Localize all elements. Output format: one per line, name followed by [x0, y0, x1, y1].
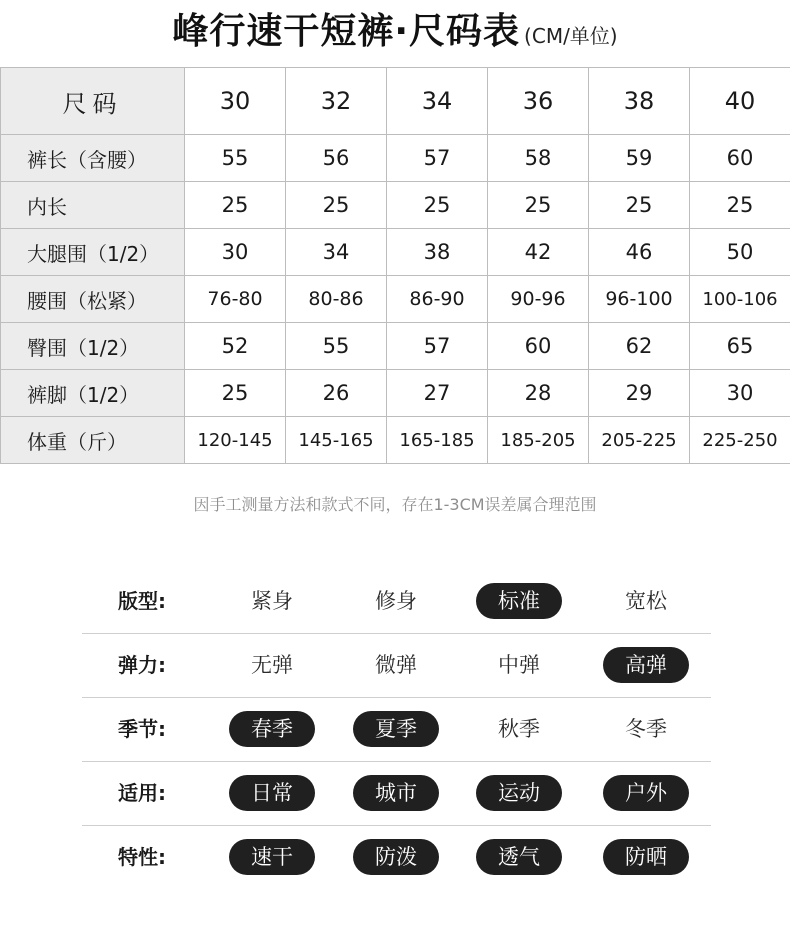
title-bar [0, 6, 790, 54]
size-header-cell: 34 [387, 68, 488, 135]
table-cell: 25 [185, 182, 286, 229]
table-row [1, 323, 790, 370]
feature-label: 特性: [118, 845, 166, 869]
table-cell: 65 [690, 323, 790, 370]
table-cell: 90-96 [488, 276, 589, 323]
feature-panel [82, 570, 711, 889]
feature-option: 冬季 [625, 717, 667, 741]
table-cell: 28 [488, 370, 589, 417]
table-cell: 46 [589, 229, 690, 276]
size-header-cell: 40 [690, 68, 790, 135]
feature-option: 无弹 [251, 653, 293, 677]
size-header-cell: 36 [488, 68, 589, 135]
table-cell: 96-100 [589, 276, 690, 323]
row-label-cell: 腰围（松紧） [1, 276, 185, 323]
feature-option-selected: 高弹 [603, 647, 689, 683]
title-unit: (CM/单位) [524, 24, 618, 48]
table-cell: 42 [488, 229, 589, 276]
table-cell: 62 [589, 323, 690, 370]
feature-option: 修身 [375, 589, 417, 613]
row-label-cell: 臀围（1/2） [1, 323, 185, 370]
table-cell: 25 [387, 182, 488, 229]
table-cell: 27 [387, 370, 488, 417]
table-row [1, 182, 790, 229]
table-cell: 55 [185, 135, 286, 182]
feature-option-selected: 标准 [476, 583, 562, 619]
table-cell: 25 [488, 182, 589, 229]
feature-option-selected: 防泼 [353, 839, 439, 875]
row-label-cell: 裤长（含腰） [1, 135, 185, 182]
table-cell: 57 [387, 135, 488, 182]
row-label-cell: 大腿围（1/2） [1, 229, 185, 276]
feature-row-usage [82, 762, 711, 826]
size-header-cell: 32 [286, 68, 387, 135]
table-cell: 59 [589, 135, 690, 182]
feature-label: 适用: [118, 781, 166, 805]
table-cell: 58 [488, 135, 589, 182]
table-cell: 145-165 [286, 417, 387, 464]
feature-label: 弹力: [118, 653, 166, 677]
table-cell: 55 [286, 323, 387, 370]
feature-option: 微弹 [375, 653, 417, 677]
feature-option-selected: 城市 [353, 775, 439, 811]
table-cell: 60 [690, 135, 790, 182]
table-cell: 30 [185, 229, 286, 276]
feature-row-season [82, 698, 711, 762]
table-cell: 52 [185, 323, 286, 370]
table-cell: 34 [286, 229, 387, 276]
feature-option: 紧身 [251, 589, 293, 613]
table-cell: 120-145 [185, 417, 286, 464]
table-cell: 165-185 [387, 417, 488, 464]
feature-option: 秋季 [498, 717, 540, 741]
feature-option-selected: 透气 [476, 839, 562, 875]
table-row [1, 229, 790, 276]
feature-option-selected: 防晒 [603, 839, 689, 875]
measurement-note: 因手工测量方法和款式不同，存在1-3CM误差属合理范围 [193, 495, 597, 514]
row-label-cell: 体重（斤） [1, 417, 185, 464]
feature-option-selected: 夏季 [353, 711, 439, 747]
size-header-cell: 38 [589, 68, 690, 135]
feature-row-properties [82, 826, 711, 889]
feature-option-selected: 户外 [603, 775, 689, 811]
table-row [1, 370, 790, 417]
table-cell: 225-250 [690, 417, 790, 464]
table-cell: 205-225 [589, 417, 690, 464]
feature-option: 中弹 [498, 653, 540, 677]
table-cell: 25 [185, 370, 286, 417]
page-title: 峰行速干短裤·尺码表 [172, 11, 521, 52]
table-cell: 86-90 [387, 276, 488, 323]
table-cell: 30 [690, 370, 790, 417]
table-cell: 80-86 [286, 276, 387, 323]
size-table [0, 67, 790, 464]
table-cell: 60 [488, 323, 589, 370]
table-cell: 56 [286, 135, 387, 182]
feature-option: 宽松 [625, 589, 667, 613]
table-cell: 38 [387, 229, 488, 276]
table-cell: 185-205 [488, 417, 589, 464]
feature-label: 版型: [118, 589, 166, 613]
row-label-cell: 裤脚（1/2） [1, 370, 185, 417]
feature-row-elasticity [82, 634, 711, 698]
table-row [1, 135, 790, 182]
header-label-cell: 尺码 [1, 68, 185, 135]
table-cell: 25 [286, 182, 387, 229]
table-cell: 25 [589, 182, 690, 229]
feature-label: 季节: [118, 717, 166, 741]
table-header-row [1, 68, 790, 135]
table-cell: 25 [690, 182, 790, 229]
size-header-cell: 30 [185, 68, 286, 135]
feature-option-selected: 日常 [229, 775, 315, 811]
table-cell: 26 [286, 370, 387, 417]
table-cell: 76-80 [185, 276, 286, 323]
feature-row-fit [82, 570, 711, 634]
table-cell: 29 [589, 370, 690, 417]
feature-option-selected: 速干 [229, 839, 315, 875]
feature-option-selected: 运动 [476, 775, 562, 811]
table-row [1, 276, 790, 323]
table-cell: 50 [690, 229, 790, 276]
table-cell: 57 [387, 323, 488, 370]
row-label-cell: 内长 [1, 182, 185, 229]
table-cell: 100-106 [690, 276, 790, 323]
feature-option-selected: 春季 [229, 711, 315, 747]
table-row [1, 417, 790, 464]
